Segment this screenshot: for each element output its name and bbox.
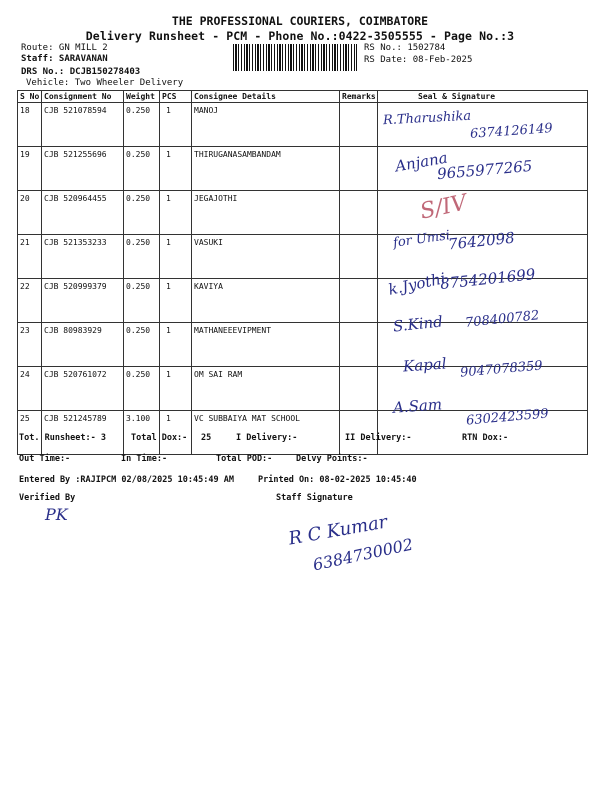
- cell-pcs: 1: [160, 279, 192, 323]
- handwritten-signature: A.Sam: [392, 395, 443, 417]
- staff-label: Staff: SARAVANAN: [21, 54, 108, 64]
- cell-weight: 0.250: [124, 191, 160, 235]
- cell-consignment: CJB 521078594: [42, 103, 124, 147]
- handwritten-phone: 9047078359: [459, 358, 544, 381]
- cell-sno: 25: [18, 411, 42, 455]
- total-dox-value: 25: [201, 433, 212, 443]
- handwritten-phone: 9655977265: [436, 156, 534, 184]
- drs-number: DRS No.: DCJB150278403: [21, 67, 141, 77]
- rs-date: RS Date: 08-Feb-2025: [364, 55, 473, 65]
- cell-remarks: [340, 235, 378, 279]
- total-dox-label: Total Dox:-: [131, 433, 188, 443]
- cell-consignee: JEGAJOTHI: [192, 191, 340, 235]
- i-delivery: I Delivery:-: [236, 433, 298, 443]
- cell-consignee: OM SAI RAM: [192, 367, 340, 411]
- cell-consignee: VASUKI: [192, 235, 340, 279]
- handwritten-signature: for Umsi: [392, 228, 451, 251]
- staff-handwritten-phone: 6384730002: [311, 534, 415, 575]
- rtn-dox: RTN Dox:-: [462, 433, 509, 443]
- cell-consignee: THIRUGANASAMBANDAM: [192, 147, 340, 191]
- cell-remarks: [340, 323, 378, 367]
- col-consignee: Consignee Details: [192, 91, 340, 103]
- verified-by-label: Verified By: [19, 493, 76, 503]
- cell-sno: 24: [18, 367, 42, 411]
- cell-remarks: [340, 279, 378, 323]
- cell-consignment: CJB 520761072: [42, 367, 124, 411]
- table-row: [18, 323, 588, 367]
- in-time: In Time:-: [121, 454, 168, 464]
- cell-pcs: 1: [160, 191, 192, 235]
- handwritten-stamp: S/IV: [417, 190, 470, 225]
- out-time: Out Time:-: [19, 454, 71, 464]
- cell-consignment: CJB 521353233: [42, 235, 124, 279]
- table-header-row: [18, 91, 588, 103]
- handwritten-phone: 7642098: [447, 228, 516, 254]
- cell-weight: 3.100: [124, 411, 160, 455]
- cell-consignee: MANOJ: [192, 103, 340, 147]
- handwritten-phone: 708400782: [464, 308, 541, 331]
- cell-sno: 20: [18, 191, 42, 235]
- cell-sno: 18: [18, 103, 42, 147]
- handwritten-phone: 6302423599: [465, 406, 550, 429]
- handwritten-phone: 6374126149: [469, 121, 554, 142]
- col-weight: Weight: [124, 91, 160, 103]
- col-sno: S No: [18, 91, 42, 103]
- runsheet-subtitle: Delivery Runsheet - PCM - Phone No.:0422-3505555 - Page No.:3: [85, 29, 515, 43]
- cell-consignment: CJB 80983929: [42, 323, 124, 367]
- staff-handwritten-signature: R C Kumar: [286, 511, 389, 550]
- cell-sno: 22: [18, 279, 42, 323]
- cell-consignment: CJB 521245789: [42, 411, 124, 455]
- table-row: [18, 191, 588, 235]
- cell-weight: 0.250: [124, 147, 160, 191]
- cell-weight: 0.250: [124, 279, 160, 323]
- cell-sno: 21: [18, 235, 42, 279]
- cell-sno: 23: [18, 323, 42, 367]
- handwritten-signature: S.Kind: [392, 312, 444, 336]
- cell-pcs: 1: [160, 103, 192, 147]
- col-signature: Seal & Signature: [378, 91, 588, 103]
- cell-weight: 0.250: [124, 103, 160, 147]
- cell-pcs: 1: [160, 147, 192, 191]
- cell-consignee: VC SUBBAIYA MAT SCHOOL: [192, 411, 340, 455]
- cell-pcs: 1: [160, 411, 192, 455]
- cell-consignment: CJB 521255696: [42, 147, 124, 191]
- cell-consignment: CJB 520964455: [42, 191, 124, 235]
- cell-remarks: [340, 367, 378, 411]
- col-consignment: Consignment No: [42, 91, 124, 103]
- rs-number: RS No.: 1502784: [364, 43, 446, 53]
- total-pod: Total POD:-: [216, 454, 273, 464]
- cell-consignee: KAVIYA: [192, 279, 340, 323]
- handwritten-signature: Kapal: [402, 354, 448, 376]
- printed-on: Printed On: 08-02-2025 10:45:40: [258, 475, 417, 485]
- company-title: THE PROFESSIONAL COURIERS, COIMBATORE: [171, 14, 429, 28]
- handwritten-signature: R.Tharushika: [382, 108, 472, 129]
- verified-initials: PK: [45, 505, 68, 524]
- cell-pcs: 1: [160, 367, 192, 411]
- barcode-image: [233, 44, 357, 71]
- cell-remarks: [340, 147, 378, 191]
- tot-runsheet: Tot. Runsheet:- 3: [19, 433, 106, 443]
- entered-by: Entered By :RAJIPCM 02/08/2025 10:45:49 AM: [19, 475, 234, 485]
- cell-remarks: [340, 103, 378, 147]
- col-pcs: PCS: [160, 91, 192, 103]
- cell-weight: 0.250: [124, 367, 160, 411]
- cell-consignment: CJB 520999379: [42, 279, 124, 323]
- cell-remarks: [340, 191, 378, 235]
- col-remarks: Remarks: [340, 91, 378, 103]
- ii-delivery: II Delivery:-: [345, 433, 412, 443]
- staff-signature-label: Staff Signature: [276, 493, 353, 503]
- handwritten-signature: Anjana: [393, 148, 449, 176]
- cell-consignee: MATHANEEEVIPMENT: [192, 323, 340, 367]
- handwritten-signature: k.Jyothi: [386, 269, 448, 299]
- cell-signature: [378, 191, 588, 235]
- cell-sno: 19: [18, 147, 42, 191]
- cell-pcs: 1: [160, 323, 192, 367]
- handwritten-phone: 8754201699: [439, 265, 537, 293]
- vehicle-label: Vehicle: Two Wheeler Delivery: [26, 78, 184, 88]
- cell-weight: 0.250: [124, 323, 160, 367]
- cell-weight: 0.250: [124, 235, 160, 279]
- cell-pcs: 1: [160, 235, 192, 279]
- delvy-points: Delvy Points:-: [296, 454, 368, 464]
- route-label: Route: GN MILL 2: [21, 43, 108, 53]
